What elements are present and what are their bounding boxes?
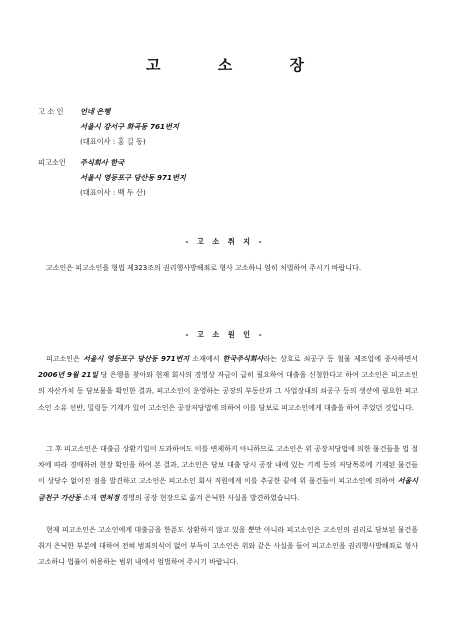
- complainant-name: 언네 은행: [80, 107, 111, 116]
- reason-p2-person: 연처정: [99, 493, 120, 502]
- reason-p2-text-c: 경영의 공장 현장으로 옮겨 은닉한 사실을 발견하였습니다.: [119, 493, 300, 502]
- reason-p1-text-a: 피고소인은: [46, 355, 84, 363]
- reason-p1-text-d: 당 은행을 찾아와 현재 회사의 경영상 자금이 급히 필요하여 대출을 신청한다고 하여 고소인은 피고소인의 자산가치 등 담보물을 확인한 결과, 피고소인이 운영하는 공장의 부동산과 그 사업장내의 쇠공구 등의 생산에 필요한 피고소인 소유 선반, 밀링등 기계가 있어 고소인은 공장저당법에 의하여 이를 담보로 피고소인에게 대출을 하여 주었던 것입니다.: [38, 371, 418, 412]
- reason-p1-company: 한국주식회사: [222, 355, 264, 363]
- reason-p2-text-a: 그 후 피고소인은 대출금 상환기일이 도과하여도 이를 변제하지 아니하므로 고소인은 위 공장저당법에 의한 물건들을 법 절차에 따라 경매하려 현장 확인을 하여 본 결과, 고소인은 담보 대출 당시 공장 내에 있는 기계 등의 저당목록에 기재된 물건들이 상당수 없어진 점을 발견하고 고소인은 피고소인 회사 직원에게 이를 추궁한 끝에 위 물건들이 피고소인에 의하여: [38, 445, 418, 486]
- reason-paragraph-1: [38, 351, 418, 416]
- purpose-heading: - 고 소 취 지 -: [185, 237, 265, 246]
- complainant-role: 고 소 인: [38, 107, 64, 116]
- reason-heading: - 고 소 원 인 -: [185, 330, 265, 339]
- complainant-representative: (대표이사 : 홍 길 동): [80, 137, 146, 146]
- document-title: 고 소 장: [146, 56, 330, 74]
- reason-paragraph-2: [38, 441, 418, 506]
- reason-p1-address: 서울시 영등포구 당산동 971번지: [83, 355, 190, 363]
- accused-representative: (대표이사 : 백 두 산): [80, 188, 146, 197]
- complainant-address: 서울시 강서구 화곡동 761번지: [80, 122, 179, 131]
- reason-p1-text-b: 소재에서: [189, 355, 223, 363]
- reason-p2-place: 서울시 금천구 가산동: [38, 477, 418, 502]
- reason-p2-text-b: 소재: [81, 493, 99, 502]
- reason-p1-text-c: 라는 상호로 쇠공구 등 철물 제조업에 종사하면서: [263, 355, 419, 363]
- accused-address: 서울시 영등포구 당산동 971번지: [80, 173, 186, 182]
- accused-role: 피고소인: [38, 158, 66, 167]
- purpose-paragraph: 고소인은 피고소인을 형법 제323조의 권리행사방해죄로 형사 고소하니 엄히 처벌하여 주시기 바랍니다.: [46, 264, 362, 272]
- reason-paragraph-3: 현재 피고소인은 고소인에게 대출금을 한푼도 상환하지 않고 있을 뿐만 아니라 피고소인은 고소인의 권리로 담보된 물건을 취거 은닉한 부분에 대하여 전혀 범죄의식이 없어 부득이 고소인은 위와 같은 사실을 들어 피고소인을 권리행사방해죄로 형사 고소하니 법률이 허용하는 범위 내에서 엄벌하여 주시기 바랍니다.: [38, 526, 418, 567]
- reason-p1-date: 2006년 9월 21일: [38, 371, 98, 380]
- accused-name: 주식회사 한국: [80, 158, 125, 167]
